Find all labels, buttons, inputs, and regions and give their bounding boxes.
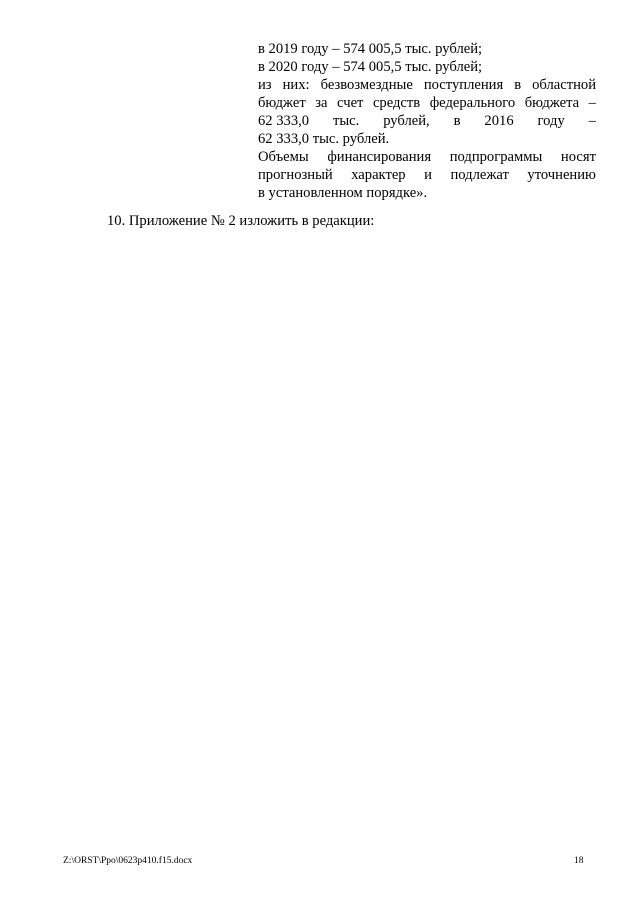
federal-text-line-1	[258, 76, 596, 94]
word: областной	[532, 77, 596, 93]
word: поступления	[423, 77, 504, 93]
word: характер	[351, 167, 406, 183]
word: счет	[337, 95, 364, 111]
word: финансирования	[327, 149, 432, 165]
word: подпрограммы	[449, 149, 543, 165]
volumes-text-line-3: в установленном порядке».	[258, 185, 428, 201]
footer-page-number: 18	[574, 856, 584, 866]
federal-text-line-4: 62 333,0 тыс. рублей.	[258, 131, 390, 147]
word: бюджета	[524, 95, 580, 111]
word: 62 333,0	[258, 113, 310, 129]
word: уточнению	[527, 167, 596, 183]
word: федерального	[429, 95, 516, 111]
word: бюджет	[258, 95, 306, 111]
word: и	[424, 167, 432, 183]
footer-file-path: Z:\ORST\Ppo\0623p410.f15.docx	[63, 856, 193, 866]
word: в	[453, 113, 461, 129]
word: за	[315, 95, 328, 111]
item-10-paragraph: 10. Приложение № 2 изложить в редакции:	[107, 213, 375, 229]
funding-2019-line: в 2019 году – 574 005,5 тыс. рублей;	[258, 41, 483, 57]
word: средств	[372, 95, 421, 111]
word: в	[514, 77, 522, 93]
word: 2016	[484, 113, 514, 129]
word: прогнозный	[258, 167, 333, 183]
word: них:	[282, 77, 310, 93]
word: рублей,	[383, 113, 430, 129]
subprogram-funding-cell	[258, 40, 596, 202]
word: из	[258, 77, 272, 93]
word: носят	[560, 149, 596, 165]
word: году	[537, 113, 565, 129]
word: –	[588, 95, 596, 111]
word: –	[588, 113, 596, 129]
word: безвозмездные	[320, 77, 413, 93]
volumes-text-line-1	[258, 148, 596, 166]
word: тыс.	[332, 113, 360, 129]
word: подлежат	[450, 167, 509, 183]
federal-text-line-2	[258, 94, 596, 112]
federal-text-line-3	[258, 112, 596, 130]
word: Объемы	[258, 149, 309, 165]
funding-2020-line: в 2020 году – 574 005,5 тыс. рублей;	[258, 59, 483, 75]
volumes-text-line-2	[258, 166, 596, 184]
